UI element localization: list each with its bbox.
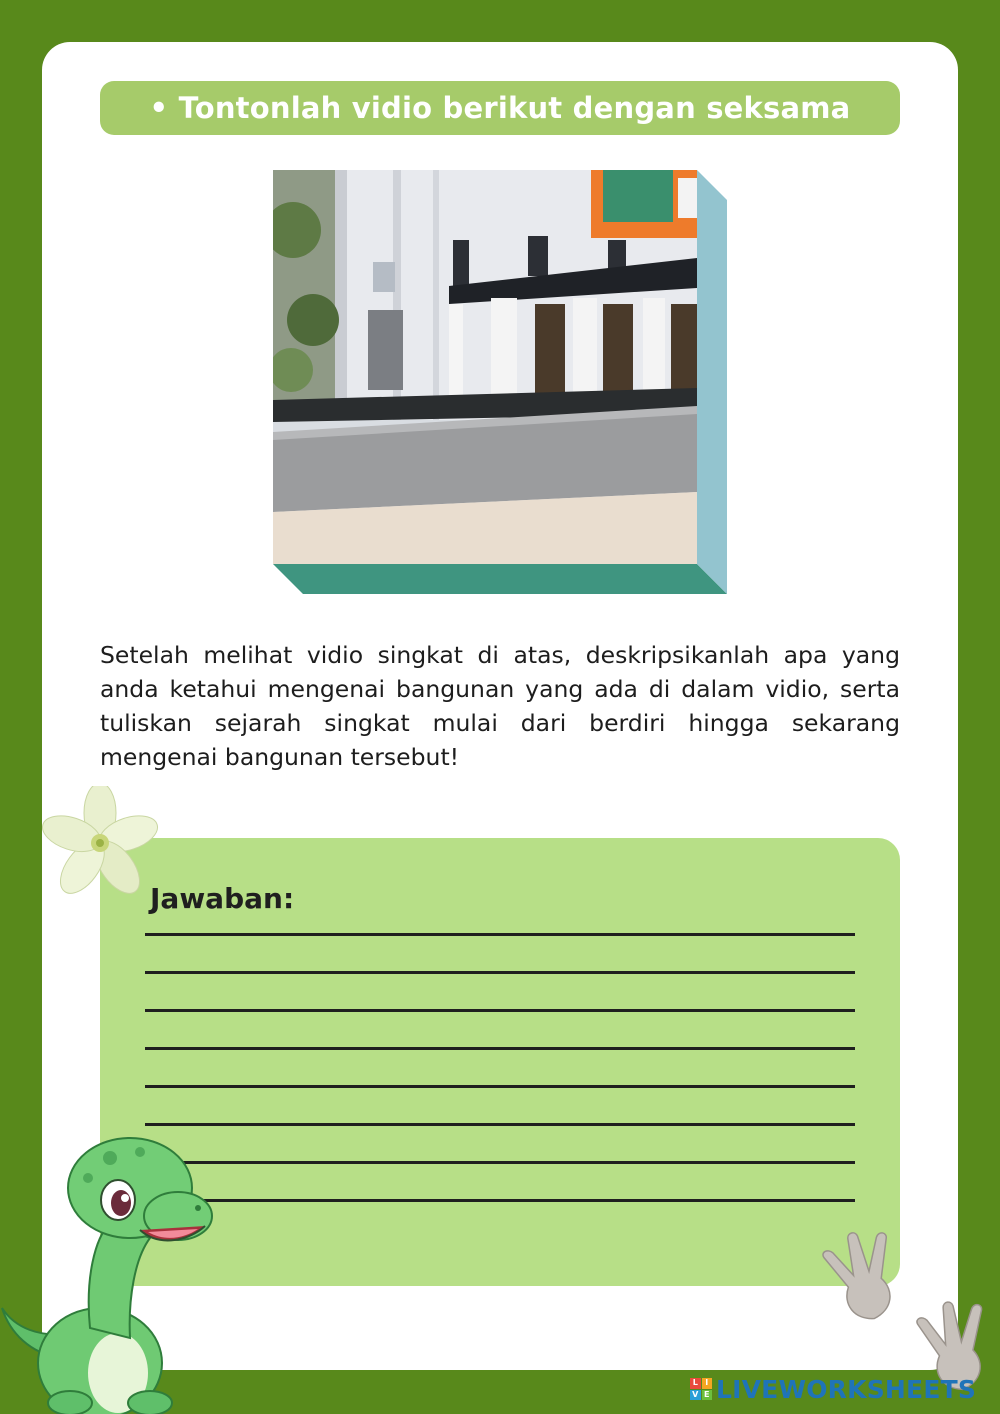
badge-letter: E xyxy=(702,1390,713,1401)
badge-letter: V xyxy=(690,1390,701,1401)
dinosaur-icon xyxy=(0,1128,220,1414)
liveworksheets-badge-icon xyxy=(690,1378,712,1400)
answer-label: Jawaban: xyxy=(150,882,295,915)
video-thumbnail[interactable] xyxy=(273,170,728,594)
question-text: Setelah melihat vidio singkat di atas, deskripsikanlah apa yang anda ketahui mengenai bangunan yang ada di dalam vidio, serta tuliskan sejarah singkat mulai dari berdiri hingga sekarang mengenai bangunan tersebut! xyxy=(100,641,900,771)
instruction-banner: • Tontonlah vidio berikut dengan seksama xyxy=(100,81,900,135)
answer-line[interactable] xyxy=(145,1009,855,1012)
answer-line[interactable] xyxy=(145,1123,855,1126)
answer-line[interactable] xyxy=(145,933,855,936)
answer-line[interactable] xyxy=(145,971,855,974)
answer-box xyxy=(100,838,900,1286)
flower-icon xyxy=(38,786,163,901)
answer-line[interactable] xyxy=(145,1161,855,1164)
dino-footprint-icon xyxy=(818,1228,908,1323)
answer-line[interactable] xyxy=(145,1047,855,1050)
liveworksheets-logo xyxy=(690,1376,976,1402)
answer-line[interactable] xyxy=(145,1085,855,1088)
badge-letter: L xyxy=(690,1378,701,1389)
badge-letter: I xyxy=(702,1378,713,1389)
building-photo xyxy=(273,170,728,594)
answer-line[interactable] xyxy=(145,1199,855,1202)
brand-name: LIVEWORKSHEETS xyxy=(716,1374,977,1404)
